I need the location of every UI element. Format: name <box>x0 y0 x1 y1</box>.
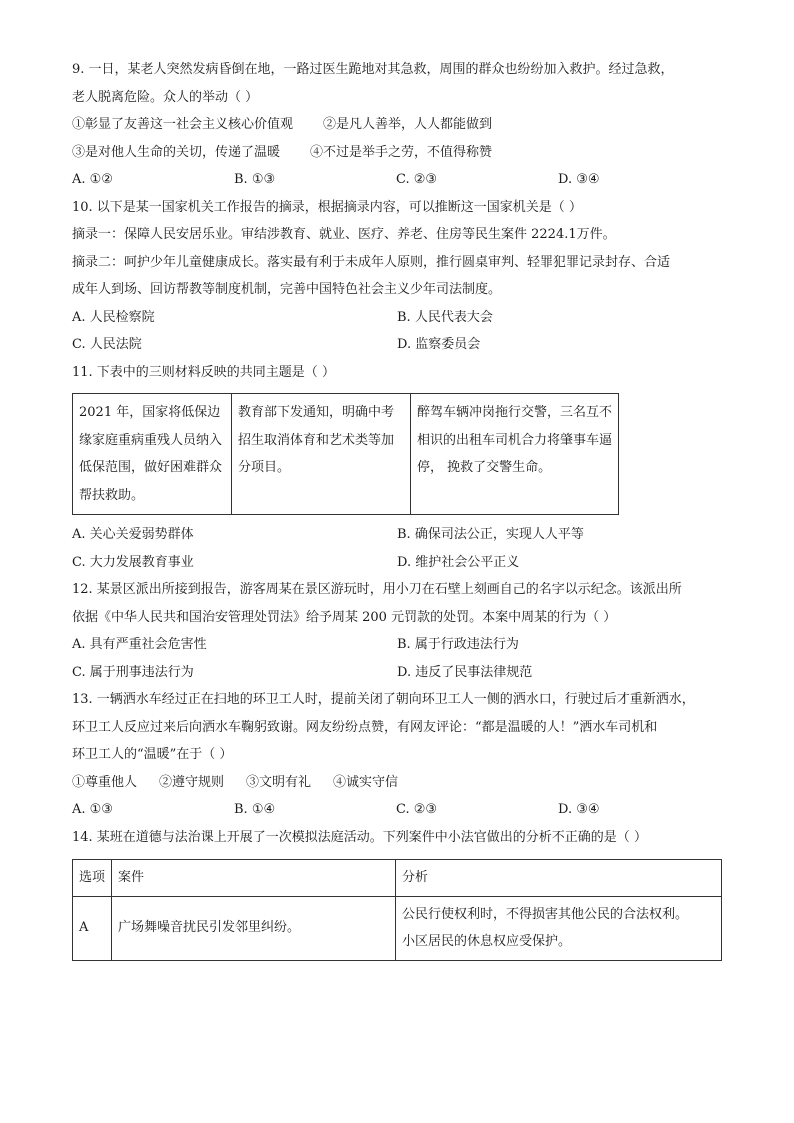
q9-item-3: ③是对他人生命的关切，传递了温暖 <box>72 144 281 160</box>
q11-material-1: 2021 年，国家将低保边缘家庭重病重残人员纳入低保范围，做好困难群众帮扶救助。 <box>73 394 232 515</box>
q13-item-1: ①尊重他人 <box>72 774 138 790</box>
q11-option-a[interactable]: A. 关心关爱弱势群体 <box>72 527 194 542</box>
q11-options-row1 <box>72 521 724 549</box>
question-14 <box>72 824 724 961</box>
question-10 <box>72 194 724 359</box>
q11-options-row2 <box>72 549 724 577</box>
q9-options <box>72 166 724 194</box>
q10-excerpt-1: 摘录一：保障人民安居乐业。审结涉教育、就业、医疗、养老、住房等民生案件 2224.1万件。 <box>72 227 616 242</box>
q10-option-a[interactable]: A. 人民检察院 <box>72 309 155 325</box>
q9-option-a[interactable]: A. ①② <box>72 172 113 187</box>
q9-option-b[interactable]: B. ①③ <box>234 172 276 187</box>
q14-row-a-analysis <box>396 896 722 960</box>
q14-header-analysis: 分析 <box>396 860 722 897</box>
q10-options-row1 <box>72 304 724 332</box>
q11-material-table <box>72 393 619 515</box>
question-11 <box>72 359 724 577</box>
q14-header-option: 选项 <box>73 860 112 897</box>
q9-stem-line2: 老人脱离危险。众人的举动（ ） <box>72 89 259 105</box>
q12-option-a[interactable]: A. 具有严重社会危害性 <box>72 637 207 652</box>
q13-item-4: ④诚实守信 <box>333 774 399 790</box>
q9-items-row2 <box>72 139 724 167</box>
q9-option-d[interactable]: D. ③④ <box>558 172 600 187</box>
q12-stem-line1: 12. 某景区派出所接到报告，游客周某在景区游玩时，用小刀在石壁上刻画自己的名字以示纪念。该派出所 <box>72 582 682 597</box>
q9-item-1: ①彰显了友善这一社会主义核心价值观 <box>72 117 294 132</box>
q13-option-a[interactable]: A. ①③ <box>72 802 113 817</box>
q14-row-a-case: 广场舞噪音扰民引发邻里纠纷。 <box>112 896 396 960</box>
q13-item-3: ③文明有礼 <box>246 774 312 790</box>
q10-option-c[interactable]: C. 人民法院 <box>72 337 142 352</box>
q11-option-d[interactable]: D. 维护社会公平正义 <box>397 554 520 570</box>
q14-header-case: 案件 <box>112 860 396 897</box>
q12-option-c[interactable]: C. 属于刑事违法行为 <box>72 664 194 680</box>
table-row <box>73 394 619 515</box>
q11-material-3: 醉驾车辆冲岗拖行交警，三名互不相识的出租车司机合力将肇事车逼停， 挽救了交警生命。 <box>411 394 619 515</box>
q14-row-a-option: A <box>73 896 112 960</box>
question-13 <box>72 686 724 824</box>
q9-item-4: ④不过是举手之劳，不值得称赞 <box>310 144 493 160</box>
q11-option-b[interactable]: B. 确保司法公正，实现人人平等 <box>397 527 584 542</box>
question-9 <box>72 56 724 194</box>
exam-page <box>72 56 724 961</box>
q13-items <box>72 769 724 797</box>
q13-option-b[interactable]: B. ①④ <box>234 802 276 817</box>
q10-option-d[interactable]: D. 监察委员会 <box>397 337 481 352</box>
q13-stem-line1: 13. 一辆洒水车经过正在扫地的环卫工人时，提前关闭了朝向环卫工人一侧的洒水口，行驶过后才重新洒水， <box>72 692 695 707</box>
q14-row-a-analysis-line2: 小区居民的休息权应受保护。 <box>402 934 572 949</box>
q10-excerpt-2-line2: 成年人到场、回访帮教等制度机制，完善中国特色社会主义少年司法制度。 <box>72 282 502 297</box>
q14-case-table <box>72 859 722 961</box>
q13-item-2: ②遵守规则 <box>159 774 225 790</box>
q12-option-d[interactable]: D. 违反了民事法律规范 <box>397 664 533 680</box>
q13-option-c[interactable]: C. ②③ <box>396 802 438 817</box>
q10-excerpt-2-line1: 摘录二：呵护少年儿童健康成长。落实最有利于未成年人原则，推行圆桌审判、轻罪犯罪记录封存、合适 <box>72 254 671 270</box>
q13-option-d[interactable]: D. ③④ <box>558 802 600 817</box>
q11-stem: 11. 下表中的三则材料反映的共同主题是（ ） <box>72 364 335 380</box>
q13-stem-line2: 环卫工人反应过来后向洒水车鞠躬致谢。网友纷纷点赞，有网友评论：“都是温暖的人！”洒水车司机和 <box>72 719 658 735</box>
q13-options <box>72 796 724 824</box>
q13-stem-line3: 环卫工人的“温暖”在于（ ） <box>72 747 233 762</box>
q14-stem: 14. 某班在道德与法治课上开展了一次模拟法庭活动。下列案件中小法官做出的分析不正确的是（ ） <box>72 829 647 845</box>
q14-row-a-analysis-line1: 公民行使权利时，不得损害其他公民的合法权利。 <box>402 906 689 922</box>
q10-options-row2 <box>72 331 724 359</box>
q11-material-2: 教育部下发通知，明确中考招生取消体育和艺术类等加分项目。 <box>232 394 411 515</box>
table-header-row <box>73 860 722 897</box>
q10-stem: 10. 以下是某一国家机关工作报告的摘录，根据摘录内容，可以推断这一国家机关是（ ） <box>72 199 582 215</box>
table-row <box>73 896 722 960</box>
q9-stem-line1: 9. 一日，某老人突然发病昏倒在地，一路过医生跪地对其急救，周围的群众也纷纷加入救护。经过急救， <box>72 62 674 77</box>
q10-option-b[interactable]: B. 人民代表大会 <box>397 309 493 325</box>
q12-options-row1 <box>72 631 724 659</box>
q12-option-b[interactable]: B. 属于行政违法行为 <box>397 637 519 652</box>
q9-option-c[interactable]: C. ②③ <box>396 172 438 187</box>
q9-items-row1 <box>72 111 724 139</box>
q12-options-row2 <box>72 659 724 687</box>
question-12 <box>72 576 724 686</box>
q12-stem-line2: 依据《中华人民共和国治安管理处罚法》给予周某 200 元罚款的处罚。本案中周某的行为（ ） <box>72 609 617 625</box>
q9-item-2: ②是凡人善举，人人都能做到 <box>323 117 493 132</box>
q11-option-c[interactable]: C. 大力发展教育事业 <box>72 554 194 570</box>
